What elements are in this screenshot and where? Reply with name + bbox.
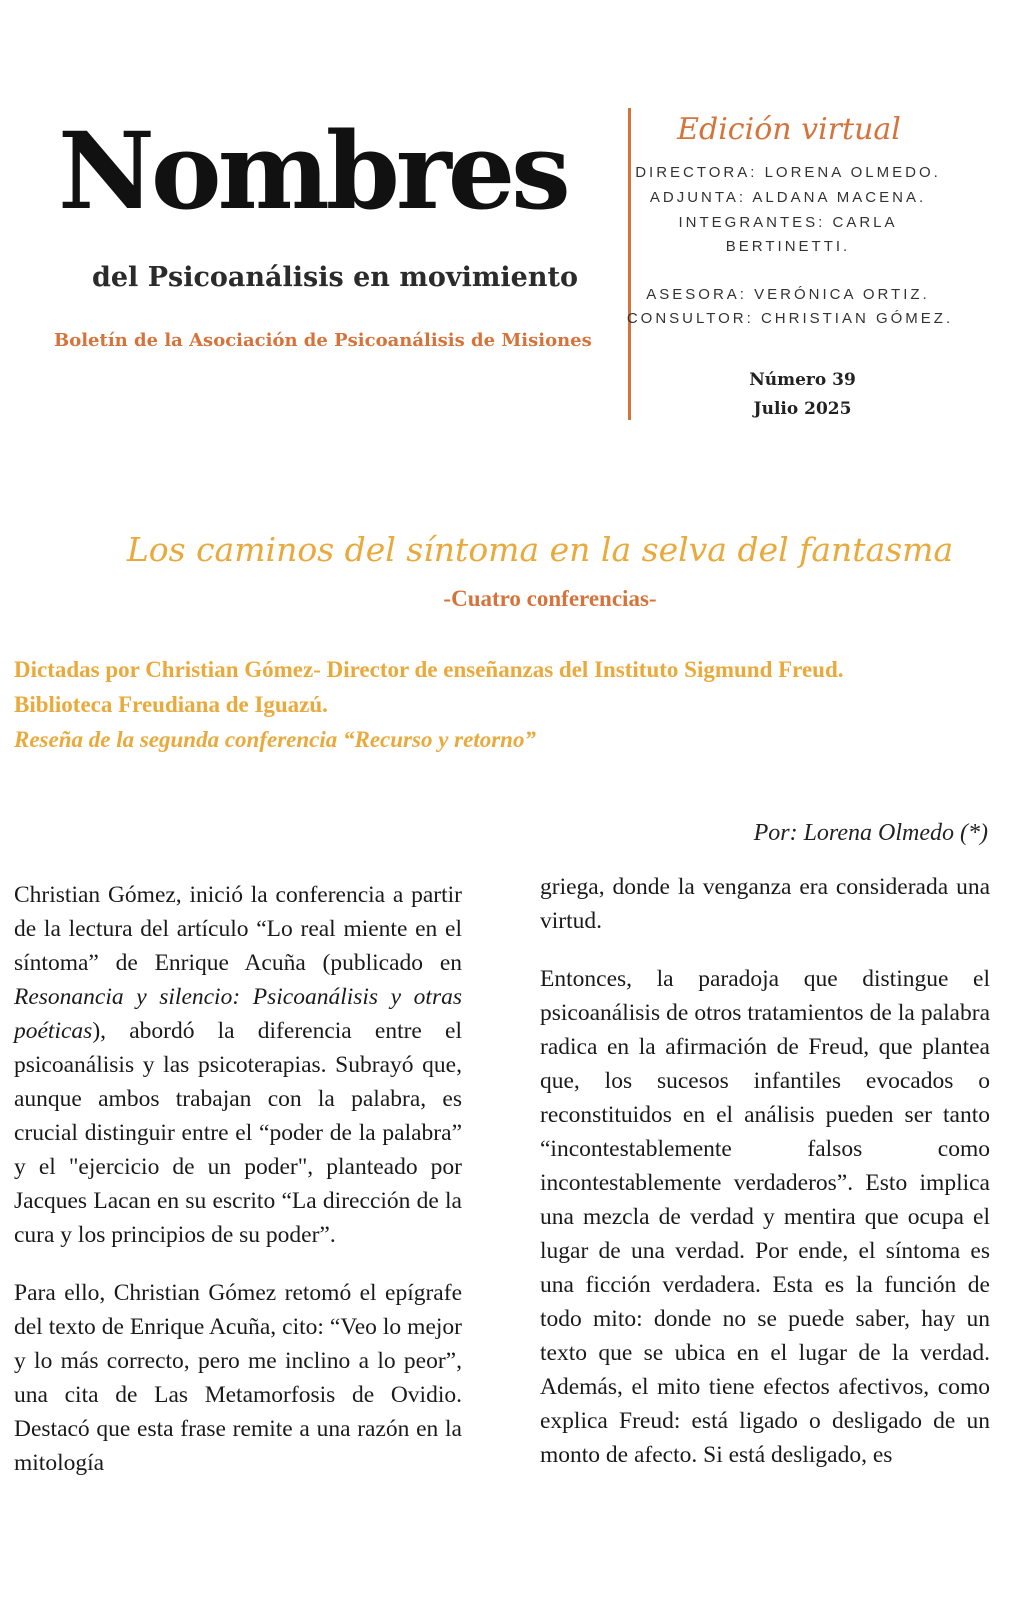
edition-label: Edición virtual bbox=[677, 112, 901, 147]
credit-integrantes-cont: BERTINETTI. bbox=[725, 238, 851, 255]
credit-adjunta: ADJUNTA: ALDANA MACENA. bbox=[649, 189, 927, 206]
credit-asesora: ASESORA: VERÓNICA ORTIZ. bbox=[646, 286, 930, 303]
credit-directora: DIRECTORA: LORENA OLMEDO. bbox=[635, 164, 941, 181]
masthead-subtitle: del Psicoanálisis en movimiento bbox=[92, 262, 578, 293]
lecture-speaker: Dictadas por Christian Gómez- Director de enseñanzas del Instituto Sigmund Freud. bbox=[14, 657, 844, 682]
paragraph-text: Christian Gómez, inició la conferencia a partir de la lectura del artículo “Lo real miente en el síntoma” de Enrique Acuña (publicado en bbox=[14, 882, 462, 976]
body-column-right bbox=[540, 870, 990, 1496]
issue-date: Julio 2025 bbox=[753, 399, 852, 419]
lecture-venue: Biblioteca Freudiana de Iguazú. bbox=[14, 692, 328, 717]
paragraph-text: ), abordó la diferencia entre el psicoanálisis y las psicoterapias. Subrayó que, aunque ambos trabajan con la palabra, es crucial distinguir entre el “poder de la palabra” y el "ejercicio de un poder", planteado por Jacques Lacan en su escrito “La dirección de la cura y los principios de su poder”. bbox=[14, 1018, 462, 1248]
issue-number: Número 39 bbox=[749, 370, 856, 390]
issue-info bbox=[735, 366, 870, 424]
byline: Por: Lorena Olmedo (*) bbox=[753, 820, 988, 846]
masthead-divider bbox=[628, 108, 631, 420]
paragraph: Entonces, la paradoja que distingue el psicoanálisis de otros tratamientos de la palabra radica en la afirmación de Freud, que plantea que, los sucesos infantiles evocados o reconstituidos en el análisis pueden ser tanto “incontestablemente falsos como incontestablemente verdaderos”. Esto implica una mezcla de verdad y mentira que ocupa el lugar de una verdad. Por ende, el síntoma es una ficción verdadera. Esta es la función de todo mito: donde no se puede saber, hay un texto que se ubica en el lugar de la verdad. Además, el mito tiene efectos afectivos, como explica Freud: está ligado o desligado de un monto de afecto. Si está desligado, es bbox=[540, 966, 990, 1468]
paragraph: Para ello, Christian Gómez retomó el epígrafe del texto de Enrique Acuña, cito: “Veo lo mejor y lo más correcto, pero me inclino a lo peor”, una cita de Las Metamorfosis de Ovidio. Destacó que esta frase remite a una razón en la mitología bbox=[14, 1280, 462, 1476]
masthead-title: Nombres bbox=[58, 108, 567, 233]
lecture-info bbox=[14, 652, 1014, 757]
paragraph: griega, donde la venganza era considerada una virtud. bbox=[540, 874, 990, 934]
credit-consultor: CONSULTOR: CHRISTIAN GÓMEZ. bbox=[626, 310, 954, 327]
article-subtitle: -Cuatro conferencias- bbox=[443, 586, 657, 611]
review-heading: Reseña de la segunda conferencia “Recurso y retorno” bbox=[14, 727, 536, 752]
credit-integrantes: INTEGRANTES: CARLA bbox=[678, 214, 898, 231]
bulletin-label: Boletín de la Asociación de Psicoanálisis de Misiones bbox=[54, 330, 592, 351]
article-title: Los caminos del síntoma en la selva del fantasma bbox=[126, 530, 954, 569]
body-column-left bbox=[14, 878, 462, 1504]
paragraph bbox=[14, 878, 462, 1252]
book-title: Resonancia y silencio: Psicoanálisis y otras poéticas bbox=[14, 984, 462, 1044]
